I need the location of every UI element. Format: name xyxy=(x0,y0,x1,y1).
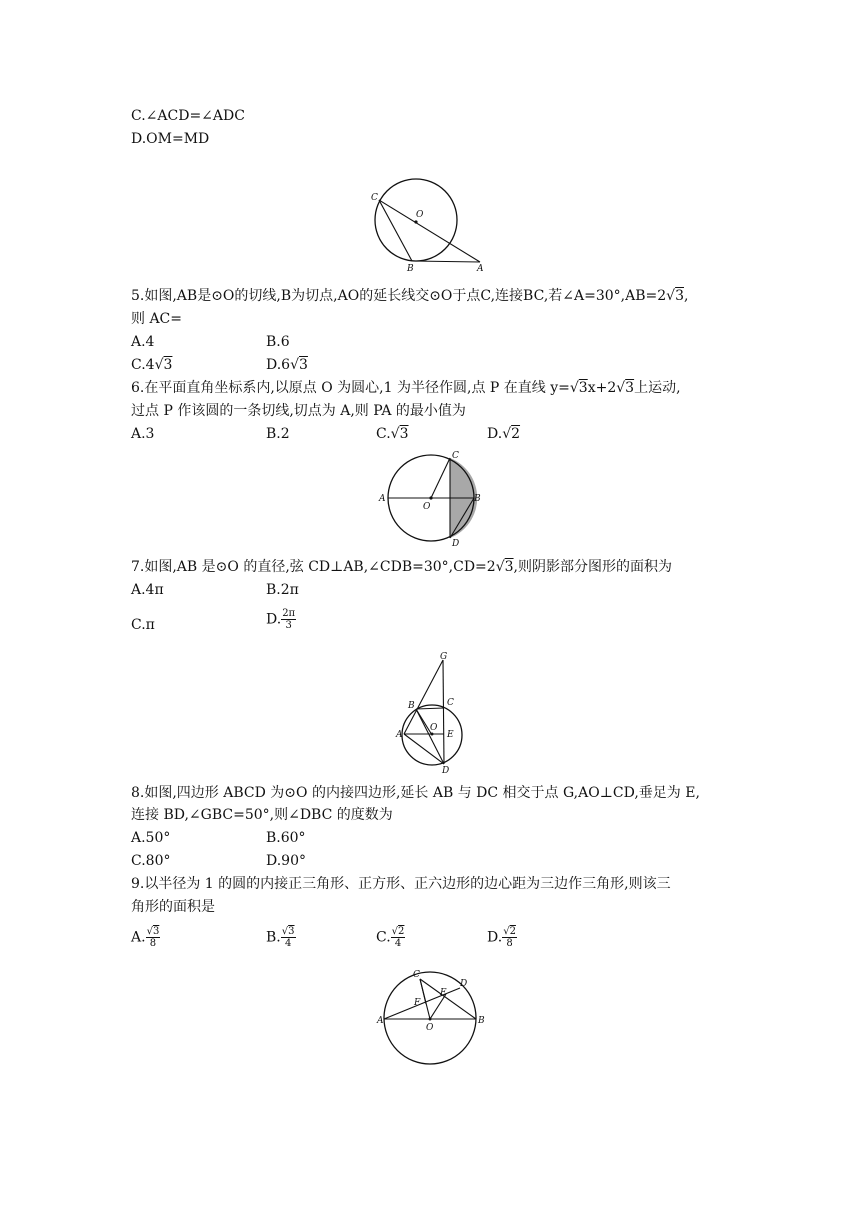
q7-option-d-prefix: D. xyxy=(266,611,282,628)
q6-option-c: C.√3 xyxy=(376,426,409,442)
label-a: A xyxy=(396,730,403,740)
q5-option-d-prefix: D.6 xyxy=(266,357,291,373)
label-o: O xyxy=(423,502,431,512)
label-c: C xyxy=(371,193,378,203)
q5-stem-line2: 则 AC= xyxy=(131,311,183,327)
label-o: O xyxy=(416,210,424,220)
q9-option-b xyxy=(266,926,296,949)
q5-option-b: B.6 xyxy=(266,334,290,350)
label-c: C xyxy=(413,970,420,980)
q7-option-c: C.π xyxy=(131,617,155,633)
segment-cb xyxy=(379,200,412,261)
q8-option-a: A.50° xyxy=(131,830,171,846)
q9-option-c xyxy=(376,926,405,949)
q9-option-c-denominator: 4 xyxy=(394,938,402,949)
label-a: A xyxy=(377,1016,384,1026)
q6-stem-line1: 6.在平面直角坐标系内,以原点 O 为圆心,1 为半径作圆,点 P 在直线 y=√3x+2√3上运动, xyxy=(131,380,681,396)
q4-option-d: D.OM=MD xyxy=(131,131,210,147)
label-d: D xyxy=(442,766,450,776)
q9-option-d-denominator: 8 xyxy=(506,938,513,949)
q9-option-a-numerator: √3 xyxy=(146,926,160,937)
q6-text-c: 上运动, xyxy=(634,380,681,396)
q9-option-b-fraction xyxy=(281,926,296,949)
segment-ba xyxy=(412,261,480,262)
line-gd xyxy=(443,660,444,764)
q6-sqrt-1: 3 xyxy=(578,380,588,396)
label-o: O xyxy=(426,1023,434,1033)
q9-option-a-fraction xyxy=(146,926,161,949)
q5-option-a: A.4 xyxy=(131,334,155,350)
q9-option-d-prefix: D. xyxy=(487,929,503,946)
label-b: B xyxy=(478,1016,485,1026)
q9-option-c-fraction xyxy=(391,926,406,949)
figure-q5 xyxy=(370,178,500,278)
label-d: D xyxy=(452,539,460,549)
q9-option-d xyxy=(487,926,517,949)
q7-stem-sqrt: 3 xyxy=(504,559,514,575)
q9-option-b-denominator: 4 xyxy=(284,938,292,949)
q7-option-a: A.4π xyxy=(131,582,164,598)
q6-option-b: B.2 xyxy=(266,426,290,442)
q9-option-b-prefix: B. xyxy=(266,929,281,946)
q8-option-c: C.80° xyxy=(131,853,171,869)
q6-option-d-sqrt: 2 xyxy=(511,426,521,442)
q9-option-a-denominator: 8 xyxy=(149,938,157,949)
q9-stem-line1: 9.以半径为 1 的圆的内接正三角形、正方形、正六边形的边心距为三边作三角形,则该三 xyxy=(131,876,671,892)
figure-q7 xyxy=(372,450,492,550)
q9-option-a-prefix: A. xyxy=(131,929,146,946)
label-b: B xyxy=(408,701,415,711)
q8-option-b: B.60° xyxy=(266,830,306,846)
segment-bd xyxy=(416,709,444,764)
q5-stem-text: 5.如图,AB是⊙O的切线,B为切点,AO的延长线交⊙O于点C,连接BC,若∠A=30°,AB=2 xyxy=(131,288,667,304)
q6-stem-line2: 过点 P 作该圆的一条切线,切点为 A,则 PA 的最小值为 xyxy=(131,403,466,419)
q9-option-d-numerator: √2 xyxy=(503,926,516,937)
label-o: O xyxy=(430,723,438,733)
chord-ad xyxy=(384,988,460,1019)
q6-option-d-prefix: D. xyxy=(487,426,503,442)
q8-stem-line2: 连接 BD,∠GBC=50°,则∠DBC 的度数为 xyxy=(131,807,393,823)
q9-option-b-numerator: √3 xyxy=(281,926,295,937)
circle-o xyxy=(375,179,457,261)
segment-bc xyxy=(416,708,444,709)
q9-option-d-num-value: 2 xyxy=(509,926,516,937)
q7-option-d-denominator: 3 xyxy=(285,620,292,631)
q6-text-a: 6.在平面直角坐标系内,以原点 O 为圆心,1 为半径作圆,点 P 在直线 y= xyxy=(131,380,570,396)
q7-option-d xyxy=(266,608,296,631)
q7-option-b: B.2π xyxy=(266,582,299,598)
label-e: E xyxy=(440,988,447,998)
q7-option-d-numerator: 2π xyxy=(282,608,296,619)
q6-option-a: A.3 xyxy=(131,426,155,442)
label-d: D xyxy=(460,979,468,989)
label-b: B xyxy=(474,494,481,504)
label-b: B xyxy=(407,264,414,274)
q9-option-c-num-value: 2 xyxy=(398,926,405,937)
q5-option-c: C.4√3 xyxy=(131,357,173,373)
label-f: F xyxy=(414,998,421,1008)
q5-stem-line1: 5.如图,AB是⊙O的切线,B为切点,AO的延长线交⊙O于点C,连接BC,若∠A=30°,AB=2√3, xyxy=(131,288,689,304)
q6-option-c-prefix: C. xyxy=(376,426,391,442)
q9-option-a-num-value: 3 xyxy=(152,926,160,937)
q7-stem-a: 7.如图,AB 是⊙O 的直径,弦 CD⊥AB,∠CDB=30°,CD=2 xyxy=(131,559,496,575)
q9-option-a xyxy=(131,926,160,949)
q4-option-c: C.∠ACD=∠ADC xyxy=(131,108,245,124)
q9-option-d-fraction xyxy=(502,926,517,949)
segment-ca xyxy=(379,200,480,262)
q7-option-d-fraction xyxy=(281,608,296,631)
q6-option-c-sqrt: 3 xyxy=(399,426,409,442)
q8-stem-line1: 8.如图,四边形 ABCD 为⊙O 的内接四边形,延长 AB 与 DC 相交于点 G,AO⊥CD,垂足为 E, xyxy=(131,785,700,801)
figure-q9 xyxy=(376,966,491,1066)
label-e: E xyxy=(447,730,454,740)
label-a: A xyxy=(477,264,484,274)
label-c: C xyxy=(452,451,459,461)
q5-stem-sqrt: 3 xyxy=(675,288,684,304)
label-c: C xyxy=(447,698,454,708)
q7-stem: 7.如图,AB 是⊙O 的直径,弦 CD⊥AB,∠CDB=30°,CD=2√3,则阴影部分图形的面积为 xyxy=(131,559,672,575)
center-point xyxy=(429,496,432,499)
q5-option-c-prefix: C.4 xyxy=(131,357,155,373)
center-point xyxy=(429,1018,432,1021)
segment-ad xyxy=(404,734,444,764)
q6-option-d: D.√2 xyxy=(487,426,521,442)
q5-stem-tail: , xyxy=(684,288,689,304)
figure-q8 xyxy=(392,650,472,775)
q9-stem-line2: 角形的面积是 xyxy=(131,899,215,915)
q8-option-d: D.90° xyxy=(266,853,306,869)
q5-option-d-sqrt: 3 xyxy=(299,357,308,373)
label-a: A xyxy=(379,494,386,504)
label-g: G xyxy=(440,652,448,662)
q6-text-b: x+2 xyxy=(587,380,617,396)
center-point xyxy=(414,220,417,223)
q9-option-c-numerator: √2 xyxy=(391,926,405,937)
q7-stem-b: ,则阴影部分图形的面积为 xyxy=(513,559,672,575)
segment-oc xyxy=(431,458,450,498)
q5-option-d: D.6√3 xyxy=(266,357,308,373)
q6-sqrt-2: 3 xyxy=(625,380,635,396)
q5-option-c-sqrt: 3 xyxy=(163,357,173,373)
q9-option-c-prefix: C. xyxy=(376,929,391,946)
q9-option-b-num-value: 3 xyxy=(288,926,295,937)
